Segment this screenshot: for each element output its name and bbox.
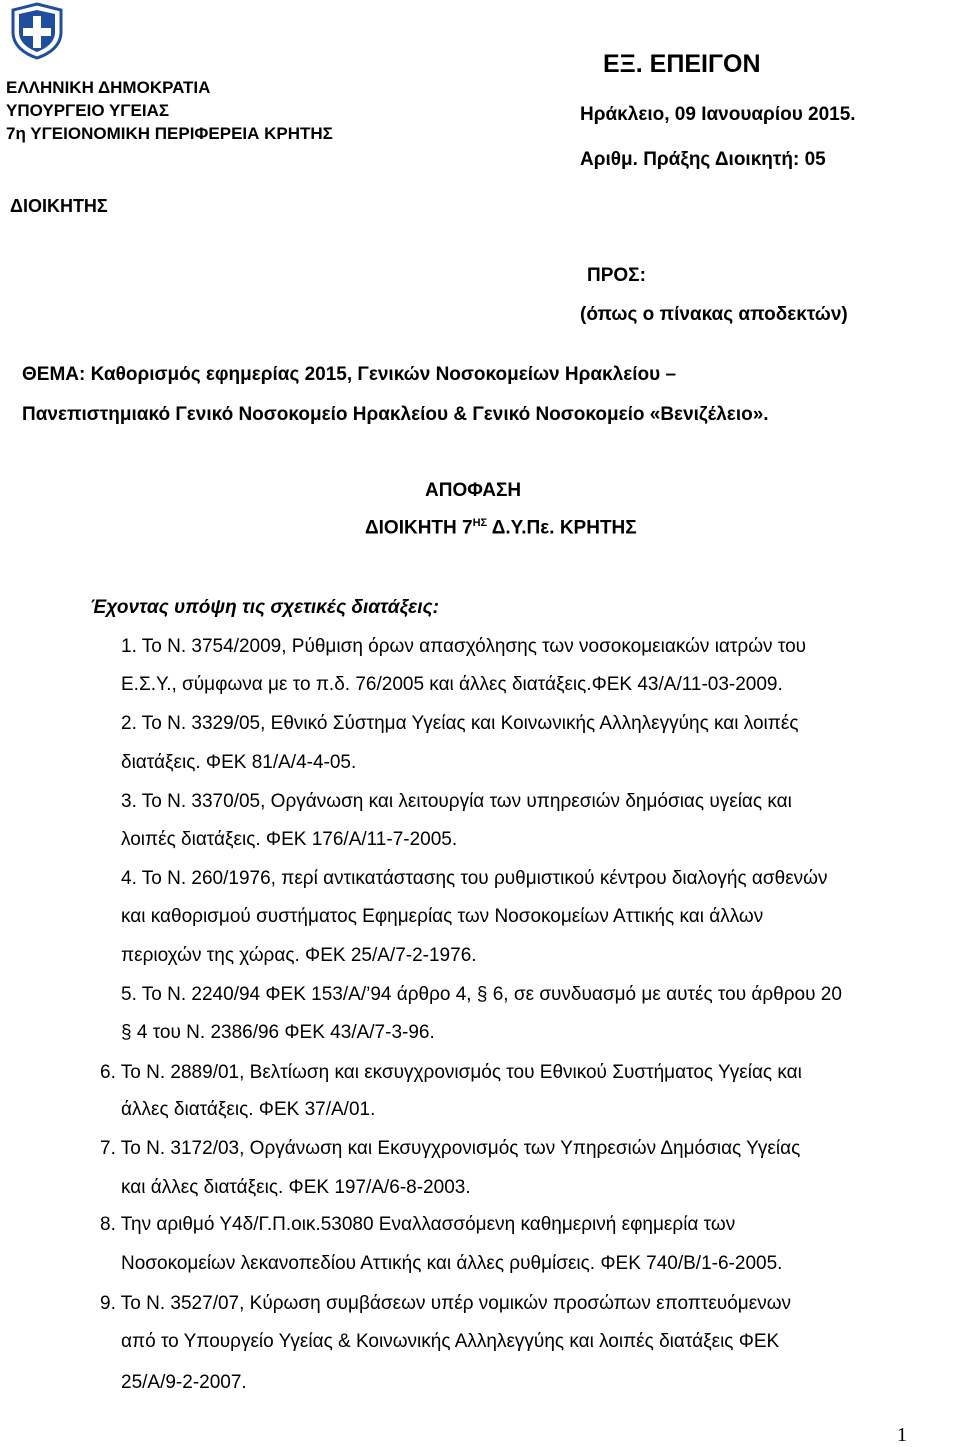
urgency-label: ΕΞ. ΕΠΕΙΓΟΝ [603, 50, 761, 78]
list-item: από το Υπουργείο Υγείας & Κοινωνικής Αλληλεγγύης και λοιπές διατάξεις ΦΕΚ [121, 1331, 780, 1352]
greek-emblem-icon [11, 2, 63, 60]
page-number: 1 [897, 1424, 907, 1446]
list-item: 1. Το Ν. 3754/2009, Ρύθμιση όρων απασχόλησης των νοσοκομειακών ιατρών του [121, 636, 807, 657]
recipient-value: (όπως ο πίνακας αποδεκτών) [580, 304, 848, 325]
list-item: 25/Α/9-2-2007. [121, 1372, 247, 1393]
list-item: 2. Το Ν. 3329/05, Εθνικό Σύστημα Υγείας και Κοινωνικής Αλληλεγγύης και λοιπές [121, 713, 799, 734]
list-item: 8. Την αριθμό Υ4δ/Γ.Π.οικ.53080 Εναλλασσόμενη καθημερινή εφημερία των [100, 1214, 736, 1235]
org-country: ΕΛΛΗΝΙΚΗ ΔΗΜΟΚΡΑΤΙΑ [6, 78, 211, 97]
act-number: 05 [804, 149, 826, 170]
list-item: και καθορισμού συστήματος Εφημερίας των Νοσοκομείων Αττικής και άλλων [121, 906, 764, 927]
list-item: § 4 του Ν. 2386/96 ΦΕΚ 43/Α/7-3-96. [121, 1022, 435, 1043]
intro-line: Έχοντας υπόψη τις σχετικές διατάξεις: [90, 597, 439, 618]
list-item: Νοσοκομείων λεκανοπεδίου Αττικής και άλλες ρυθμίσεις. ΦΕΚ 740/Β/1-6-2005. [121, 1253, 783, 1274]
org-ministry: ΥΠΟΥΡΓΕΙΟ ΥΓΕΙΑΣ [6, 101, 170, 120]
decision-issuer: ΔΙΟΙΚΗΤΗ $7^{H\Sigma}$ Δ.Υ.Πε. ΚΡΗΤΗΣ [365, 517, 637, 539]
list-item: περιοχών της χώρας. ΦΕΚ 25/Α/7-2-1976. [121, 945, 477, 966]
org-region: 7η ΥΓΕΙΟΝΟΜΙΚΗ ΠΕΡΙΦΕΡΕΙΑ ΚΡΗΤΗΣ [6, 124, 333, 143]
list-item: λοιπές διατάξεις. ΦΕΚ 176/Α/11-7-2005. [121, 829, 458, 850]
list-item: 5. Το Ν. 2240/94 ΦΕΚ 153/Α/’94 άρθρο 4, § 6, σε συνδυασμό με αυτές του άρθρου 20 [121, 984, 842, 1005]
list-item: διατάξεις. ΦΕΚ 81/Α/4-4-05. [121, 752, 357, 773]
list-item: και άλλες διατάξεις. ΦΕΚ 197/Α/6-8-2003. [121, 1177, 471, 1198]
list-item: 3. Το Ν. 3370/05, Οργάνωση και λειτουργία των υπηρεσιών δημόσιας υγείας και [121, 791, 792, 812]
list-item: 6. Το Ν. 2889/01, Βελτίωση και εκσυγχρονισμός του Εθνικού Συστήματος Υγείας και [100, 1062, 802, 1083]
recipient-label: ΠΡΟΣ: [587, 265, 646, 286]
date-line: Ηράκλειο, 09 Ιανουαρίου 2015. [580, 104, 856, 125]
list-item: Ε.Σ.Υ., σύμφωνα με το π.δ. 76/2005 και άλλες διατάξεις.ΦΕΚ 43/Α/11-03-2009. [121, 674, 783, 695]
decision-title: ΑΠΟΦΑΣΗ [425, 480, 522, 501]
subject-line-2: Πανεπιστημιακό Γενικό Νοσοκομείο Ηρακλείου & Γενικό Νοσοκομείο «Βενιζέλειο». [22, 404, 769, 425]
act-label: Αριθμ. Πράξης Διοικητή: [580, 149, 800, 170]
list-item: 9. Το Ν. 3527/07, Κύρωση συμβάσεων υπέρ νομικών προσώπων εποπτευόμενων [100, 1293, 792, 1314]
org-role: ΔΙΟΙΚΗΤΗΣ [10, 196, 108, 216]
act-number-line [580, 149, 826, 171]
list-item: άλλες διατάξεις. ΦΕΚ 37/Α/01. [121, 1099, 376, 1120]
subject-line-1: ΘΕΜΑ: Καθορισμός εφημερίας 2015, Γενικών Νοσοκομείων Ηρακλείου – [22, 364, 677, 385]
list-item: 4. Το Ν. 260/1976, περί αντικατάστασης του ρυθμιστικού κέντρου διαλογής ασθενών [121, 868, 828, 889]
list-item: 7. Το Ν. 3172/03, Οργάνωση και Εκσυγχρονισμός των Υπηρεσιών Δημόσιας Υγείας [100, 1138, 801, 1159]
